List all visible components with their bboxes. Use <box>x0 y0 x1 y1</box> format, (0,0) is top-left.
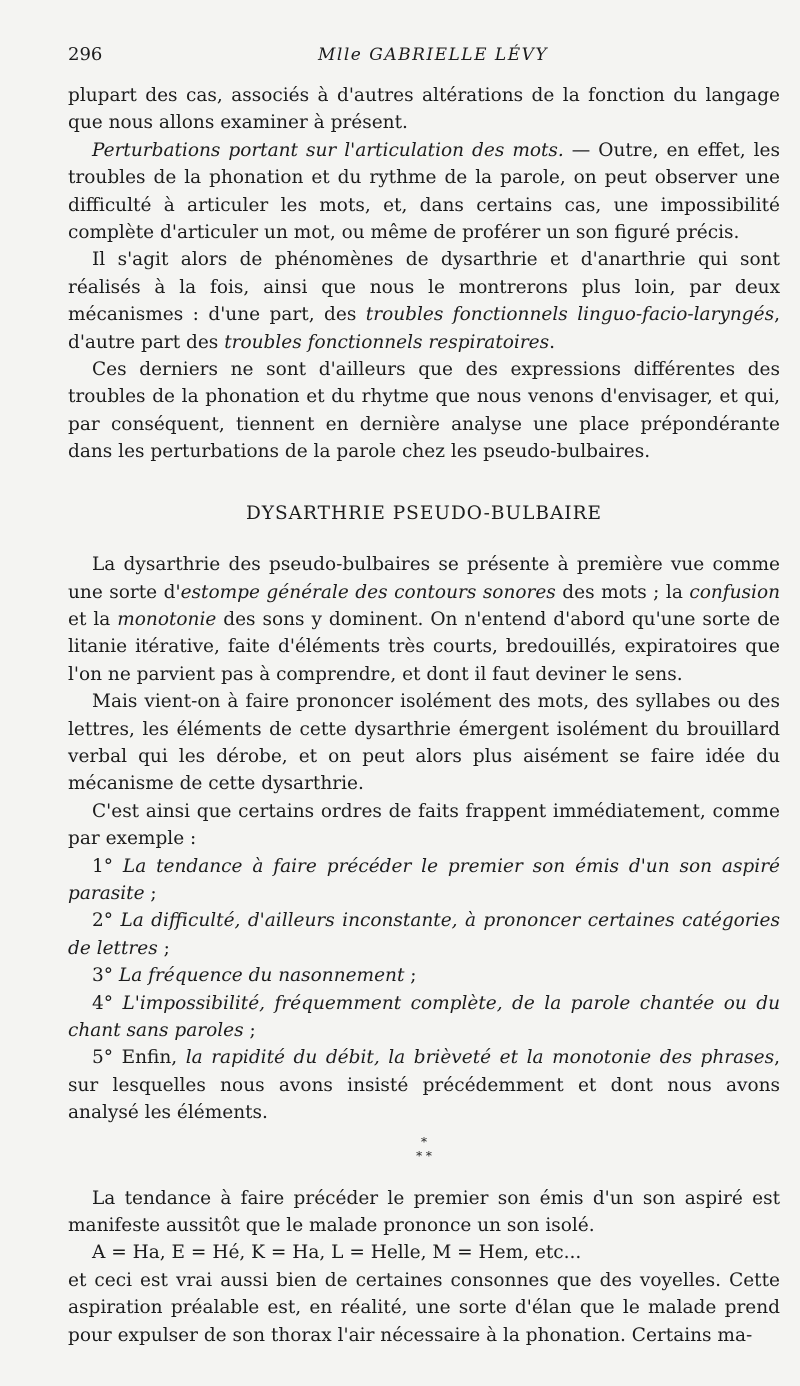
body-text <box>68 82 780 1349</box>
paragraph: et ceci est vrai aussi bien de certaines consonnes que des voyelles. Cette aspiration préalable est, en réalité, une sorte d'élan que le malade prend pour expulser de son thorax l'air nécessaire à la phonation. Certains ma- <box>68 1269 780 1346</box>
list-number: 2° <box>92 910 114 932</box>
emphasis: la rapidité du débit, la brièveté et la monotonie des phrases <box>185 1047 775 1069</box>
page-number: 296 <box>68 44 103 65</box>
list-number: 4° <box>92 992 114 1014</box>
emphasis: estompe générale des contours sonores <box>180 581 556 603</box>
list-item <box>68 853 780 908</box>
paragraph-text: ; <box>243 1020 256 1041</box>
paragraph <box>68 137 780 247</box>
paragraph: A = Ha, E = Hé, K = Ha, L = Helle, M = Hem, etc... <box>92 1242 582 1264</box>
list-item <box>68 990 780 1045</box>
emphasis: La tendance à faire précéder le premier son émis d'un son aspiré parasite <box>68 855 780 904</box>
subsection-title: Perturbations portant sur l'articulation des mots. <box>92 139 564 161</box>
running-head <box>68 44 780 74</box>
paragraph-text: , sur lesquelles nous avons insisté précédemment et dont nous avons analysé les éléments. <box>68 1047 780 1124</box>
emphasis: La difficulté, d'ailleurs inconstante, à prononcer certaines catégories de lettres <box>68 910 780 959</box>
asterism-top: * <box>421 1134 427 1149</box>
paragraph-text: — Outre, en effet, les troubles de la phonation et du rythme de la parole, on peut observer une difficulté à articuler les mots, et, dans certains cas, une impossibilité complète d'articuler un mot, ou même de proférer un son figuré précis. <box>68 139 780 244</box>
paragraph <box>68 246 780 356</box>
paragraph-text: des mots ; la <box>555 581 690 603</box>
paragraph: La tendance à faire précéder le premier son émis d'un son aspiré est manifeste aussitôt que le malade prononce un son isolé. <box>68 1187 780 1237</box>
list-item <box>68 907 780 962</box>
paragraph-text: ; <box>404 965 417 987</box>
paragraph <box>68 551 780 688</box>
section-heading: DYSARTHRIE PSEUDO-BULBAIRE <box>245 502 603 524</box>
paragraph: C'est ainsi que certains ordres de faits frappent immédiatement, comme par exemple : <box>68 800 780 850</box>
list-number: 1° <box>92 855 114 877</box>
asterism-bottom: * * <box>416 1148 432 1163</box>
paragraph-text: ; <box>157 937 170 959</box>
paragraph-text: ; <box>144 882 157 904</box>
paragraph-text: La dysarthrie des pseudo-bulbaires se présente à première vue comme une sorte d' <box>68 554 780 603</box>
running-title: Mlle GABRIELLE LÉVY <box>318 45 549 65</box>
emphasis: troubles fonctionnels linguo-facio-laryngés <box>365 304 775 326</box>
emphasis: troubles fonctionnels respiratoires <box>224 331 550 353</box>
paragraph-text: Il s'agit alors de phénomènes de dysarthrie et d'anarthrie qui sont réalisés à la fois, ainsi que nous le montrerons plus loin, par deux mécanismes : d'une part, des <box>68 249 780 326</box>
paragraph-text: , d'autre part des <box>68 304 780 353</box>
emphasis: La fréquence du nasonnement <box>118 965 405 987</box>
paragraph: plupart des cas, associés à d'autres altérations de la fonction du langage que nous allons examiner à présent. <box>68 85 780 134</box>
list-number: 3° <box>92 965 114 987</box>
emphasis: confusion <box>689 581 780 603</box>
paragraph-text: et la <box>68 608 118 630</box>
emphasis: L'impossibilité, fréquemment complète, de la parole chantée ou du chant sans paroles <box>68 992 781 1041</box>
asterism-separator <box>68 1135 780 1163</box>
list-item <box>68 1044 780 1126</box>
emphasis: monotonie <box>117 608 217 630</box>
paragraph-text: . <box>549 331 556 353</box>
paragraph: Mais vient-on à faire prononcer isolément des mots, des syllabes ou des lettres, les éléments de cette dysarthrie émergent isolément du brouillard verbal qui les dérobe, et on peut alors plus aisément se faire idée du mécanisme de cette dysarthrie. <box>68 691 780 795</box>
list-item <box>68 962 780 989</box>
paragraph-text: des sons y dominent. On n'entend d'abord qu'une sorte de litanie itérative, faite d'éléments très courts, bredouillés, expiratoires que l'on ne parvient pas à comprendre, et dont il faut deviner le sens. <box>68 608 780 685</box>
paragraph: Ces derniers ne sont d'ailleurs que des expressions différentes des troubles de la phonation et du rhytme que nous venons d'envisager, et qui, par conséquent, tiennent en dernière analyse une place prépondérante dans les perturbations de la parole chez les pseudo-bulbaires. <box>68 359 780 463</box>
list-number: 5° <box>92 1047 114 1069</box>
paragraph-text: Enfin, <box>121 1047 186 1069</box>
